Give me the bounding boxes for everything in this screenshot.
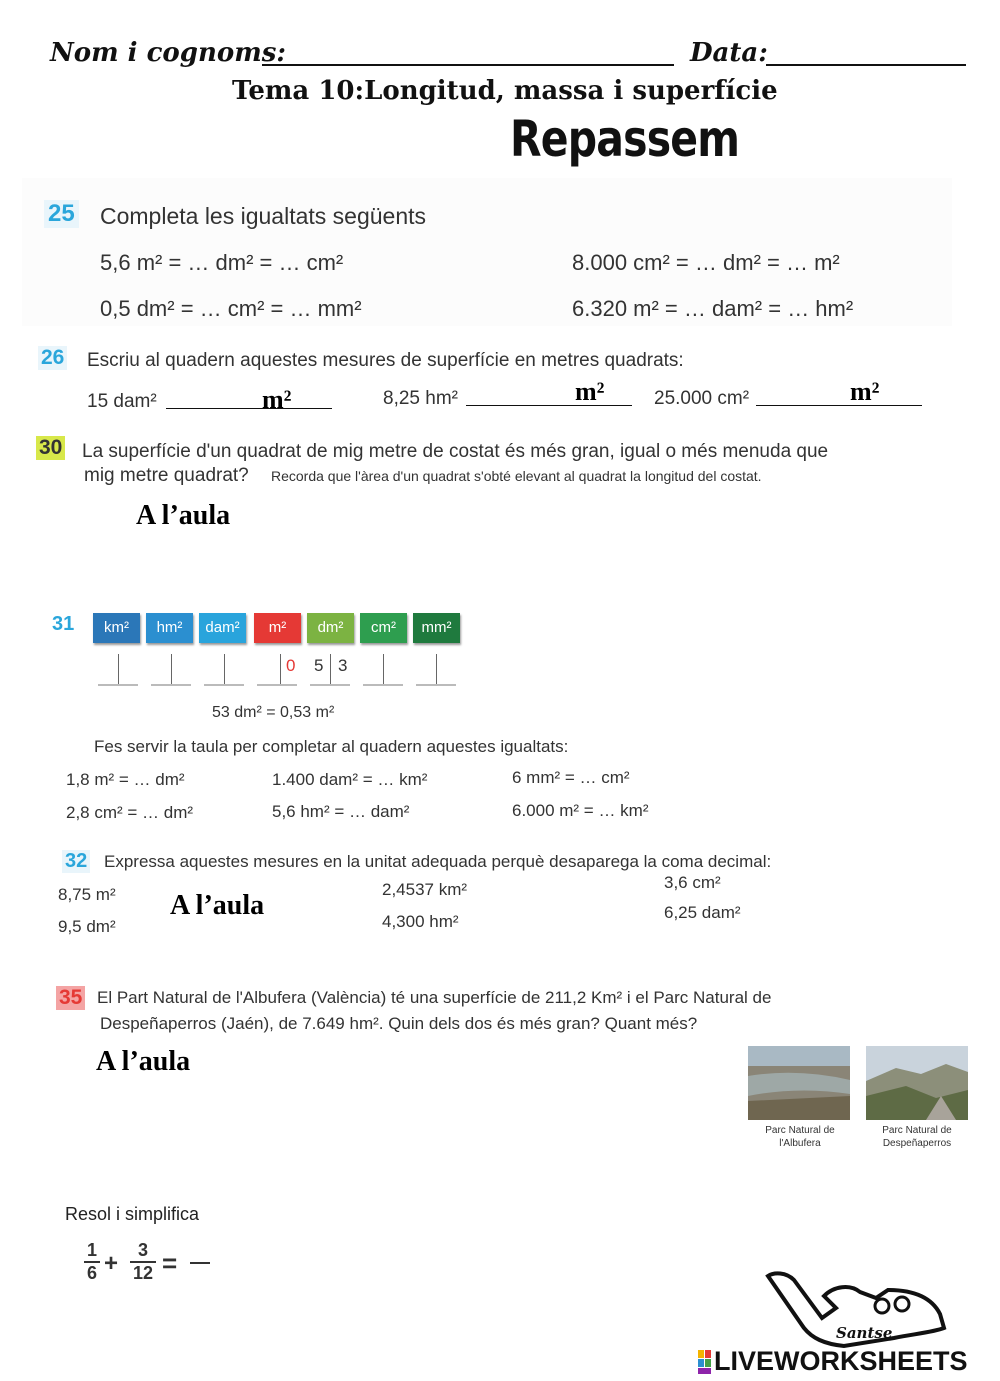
ex31-eq-3: 6 mm² = … cm²	[512, 768, 630, 787]
ex26-answer-line-3[interactable]	[756, 405, 922, 406]
ex31-example: 53 dm² = 0,53 m²	[212, 704, 335, 721]
ex31-eq-6: 6.000 m² = … km²	[512, 801, 649, 820]
ex30-note: A l’aula	[136, 500, 231, 531]
ex32-value-6: 6,25 dam²	[664, 903, 741, 922]
ex35-number: 35	[56, 986, 85, 1010]
ex31-cell-cm	[363, 654, 403, 686]
ex31-eq-2: 1.400 dam² = … km²	[272, 770, 428, 789]
plus-sign: +	[104, 1250, 119, 1277]
ex31-number: 31	[52, 613, 75, 635]
ex31-digit-3: 3	[338, 656, 348, 675]
brand-square-blue	[698, 1359, 704, 1367]
ex26-measure-1: 15 dam²	[87, 391, 157, 412]
ex32-value-2: 9,5 dm²	[58, 917, 116, 936]
ex25-eq2: 8.000 cm² = … dm² = … m²	[572, 250, 840, 275]
name-line[interactable]	[262, 64, 674, 66]
ex31-unit-2: dam²	[199, 613, 246, 643]
ex31-unit-0: km²	[93, 613, 140, 643]
fraction-1: $\frac{1}{6}$	[84, 1240, 100, 1284]
ex25-eq1: 5,6 m² = … dm² = … cm²	[100, 250, 344, 275]
despenaperros-caption: Parc Natural de Despeñaperros	[882, 1125, 952, 1149]
ex32-value-1: 8,75 m²	[58, 885, 116, 904]
ex31-digit-5: 5	[314, 656, 324, 675]
name-label: Nom i cognoms:	[50, 38, 286, 68]
fraction-2: $\frac{3}{12}$	[130, 1240, 156, 1284]
ex26-number: 26	[38, 346, 67, 370]
ex31-eq-1: 1,8 m² = … dm²	[66, 770, 185, 789]
ex35-note: A l’aula	[96, 1046, 191, 1077]
equals-sign: =	[162, 1248, 178, 1278]
ex32-value-5: 3,6 cm²	[664, 873, 721, 892]
ex26-answer-line-2[interactable]	[466, 405, 632, 406]
ex31-cell-hm	[151, 654, 191, 686]
ex30-number: 30	[36, 436, 65, 460]
ex25-eq3: 0,5 dm² = … cm² = … mm²	[100, 296, 362, 321]
ex31-eq-4: 2,8 cm² = … dm²	[66, 803, 194, 822]
ex25-eq4: 6.320 m² = … dam² = … hm²	[572, 296, 854, 321]
albufera-photo	[748, 1046, 850, 1120]
ex26-answer-line-1[interactable]	[166, 408, 332, 409]
ex31-unit-3: m²	[254, 613, 301, 643]
ex31-unit-6: mm²	[413, 613, 460, 643]
ex31-unit-5: cm²	[360, 613, 407, 643]
ex30-prompt-line1: La superfície d'un quadrat de mig metre de costat és més gran, igual o més menuda que	[82, 441, 829, 462]
ex31-cell-km	[98, 654, 138, 686]
ex31-cell-dam	[204, 654, 244, 686]
brand-square-yellow	[698, 1350, 704, 1358]
ex31-unit-4: dm²	[307, 613, 354, 643]
ex32-prompt: Expressa aquestes mesures en la unitat adequada perquè desaparega la coma decimal:	[104, 852, 772, 871]
ex31-eq-5: 5,6 hm² = … dam²	[272, 802, 410, 821]
ex32-value-4: 4,300 hm²	[382, 912, 459, 931]
ex30-prompt-line2: mig metre quadrat?	[84, 465, 249, 486]
ex31-instruction: Fes servir la taula per completar al quadern aquestes igualtats:	[94, 737, 569, 756]
date-line[interactable]	[766, 64, 966, 66]
ex26-answer-unit-2: m²	[575, 377, 605, 406]
ex31-cell-mm	[416, 654, 456, 686]
ex35-line1: El Part Natural de l'Albufera (València) té una superfície de 211,2 Km² i el Parc Natural de	[97, 988, 772, 1007]
brand-name: LIVEWORKSHEETS	[714, 1346, 968, 1376]
topic-title: Tema 10:Longitud, massa i superfície	[232, 76, 778, 106]
ex31-digit-0: 0	[286, 656, 296, 675]
answer-fraction-bar[interactable]	[190, 1262, 210, 1264]
date-label: Data:	[690, 38, 768, 68]
ex26-measure-2: 8,25 hm²	[383, 388, 458, 409]
ex26-answer-unit-3: m²	[850, 377, 880, 406]
despenaperros-photo	[866, 1046, 968, 1120]
review-title: Repassem	[510, 110, 740, 168]
albufera-caption: Parc Natural de l'Albufera	[765, 1125, 835, 1149]
ex26-measure-3: 25.000 cm²	[654, 388, 750, 409]
ex31-unit-1: hm²	[146, 613, 193, 643]
ex35-line2: Despeñaperros (Jaén), de 7.649 hm². Quin dels dos és més gran? Quant més?	[100, 1014, 698, 1033]
simplify-label: Resol i simplifica	[65, 1204, 200, 1224]
ex30-hint: Recorda que l'àrea d'un quadrat s'obté elevant al quadrat la longitud del costat.	[271, 468, 762, 484]
ex26-answer-unit-1: m²	[262, 385, 292, 414]
brand-square-red	[705, 1350, 711, 1358]
brand-square-purple	[698, 1368, 711, 1374]
ex25-prompt: Completa les igualtats següents	[100, 203, 427, 229]
ex25-number: 25	[44, 200, 79, 228]
ex32-note: A l’aula	[170, 890, 265, 921]
ex32-value-3: 2,4537 km²	[382, 880, 468, 899]
svg-text:Santse: Santse	[836, 1324, 893, 1342]
ex32-number: 32	[62, 850, 90, 873]
ex26-prompt: Escriu al quadern aquestes mesures de superfície en metres quadrats:	[87, 350, 684, 371]
brand-square-green	[705, 1359, 711, 1367]
